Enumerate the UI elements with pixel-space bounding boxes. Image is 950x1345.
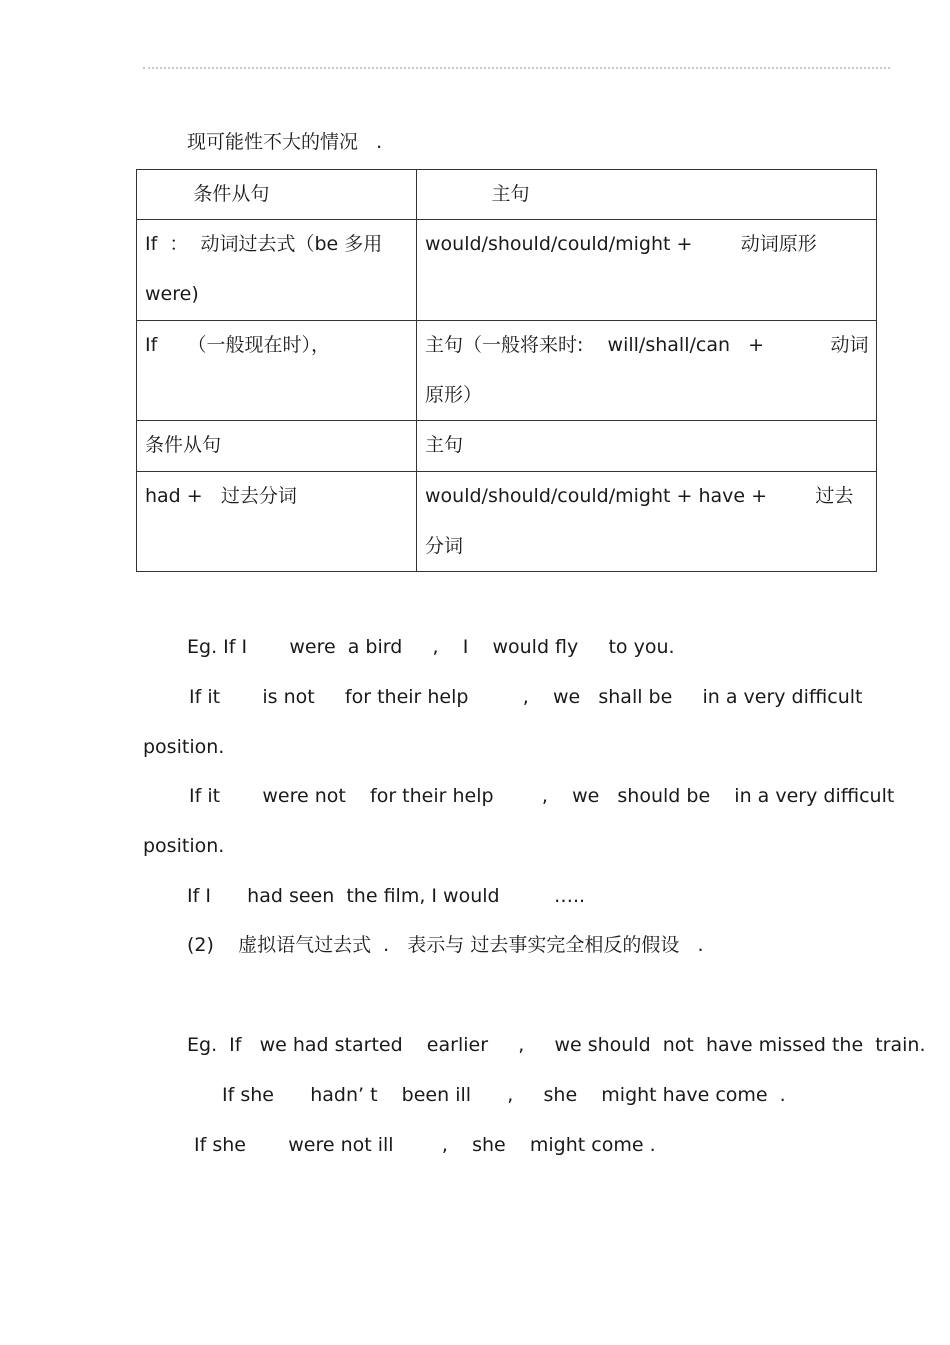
table-cell: would/should/could/might + 动词原形 [417, 220, 877, 321]
table-row [137, 321, 877, 421]
table-cell: had + 过去分词 [137, 472, 417, 572]
table-row [137, 421, 877, 472]
example-line: If I had seen the film, I would ….. [187, 885, 586, 907]
example-line: Eg. If I were a bird , I would fly to you. [187, 636, 675, 658]
table-row [137, 170, 877, 220]
table-cell: would/should/could/might + have + 过去分词 [417, 472, 877, 572]
conditional-grammar-table [136, 169, 877, 572]
table-row [137, 220, 877, 321]
table-cell: 条件从句 [137, 170, 417, 220]
example-line: If she were not ill , she might come . [194, 1134, 656, 1156]
header-dotted-rule [143, 67, 890, 69]
table-cell: If ： 动词过去式（be 多用 were) [137, 220, 417, 321]
example-line: If she hadn’ t been ill , she might have come . [222, 1084, 786, 1106]
example-line: If it were not for their help , we should be in a very difficult [183, 785, 895, 807]
example-line: position. [143, 835, 225, 857]
table-cell: 主句 [417, 170, 877, 220]
table-cell: 主句 [417, 421, 877, 472]
table-cell: 条件从句 [137, 421, 417, 472]
example-line: Eg. If we had started earlier , we should not have missed the train. [187, 1034, 926, 1056]
table-cell: If （一般现在时）， [137, 321, 417, 421]
intro-line: 现可能性不大的情况 . [187, 131, 383, 153]
section-heading: (2) 虚拟语气过去式 . 表示与 过去事实完全相反的假设 . [187, 934, 704, 956]
example-line: position. [143, 736, 225, 758]
example-line: If it is not for their help , we shall be in a very difficult [183, 686, 863, 708]
table-row [137, 472, 877, 572]
table-cell: 主句（一般将来时: will/shall/can + 动词原形） [417, 321, 877, 421]
